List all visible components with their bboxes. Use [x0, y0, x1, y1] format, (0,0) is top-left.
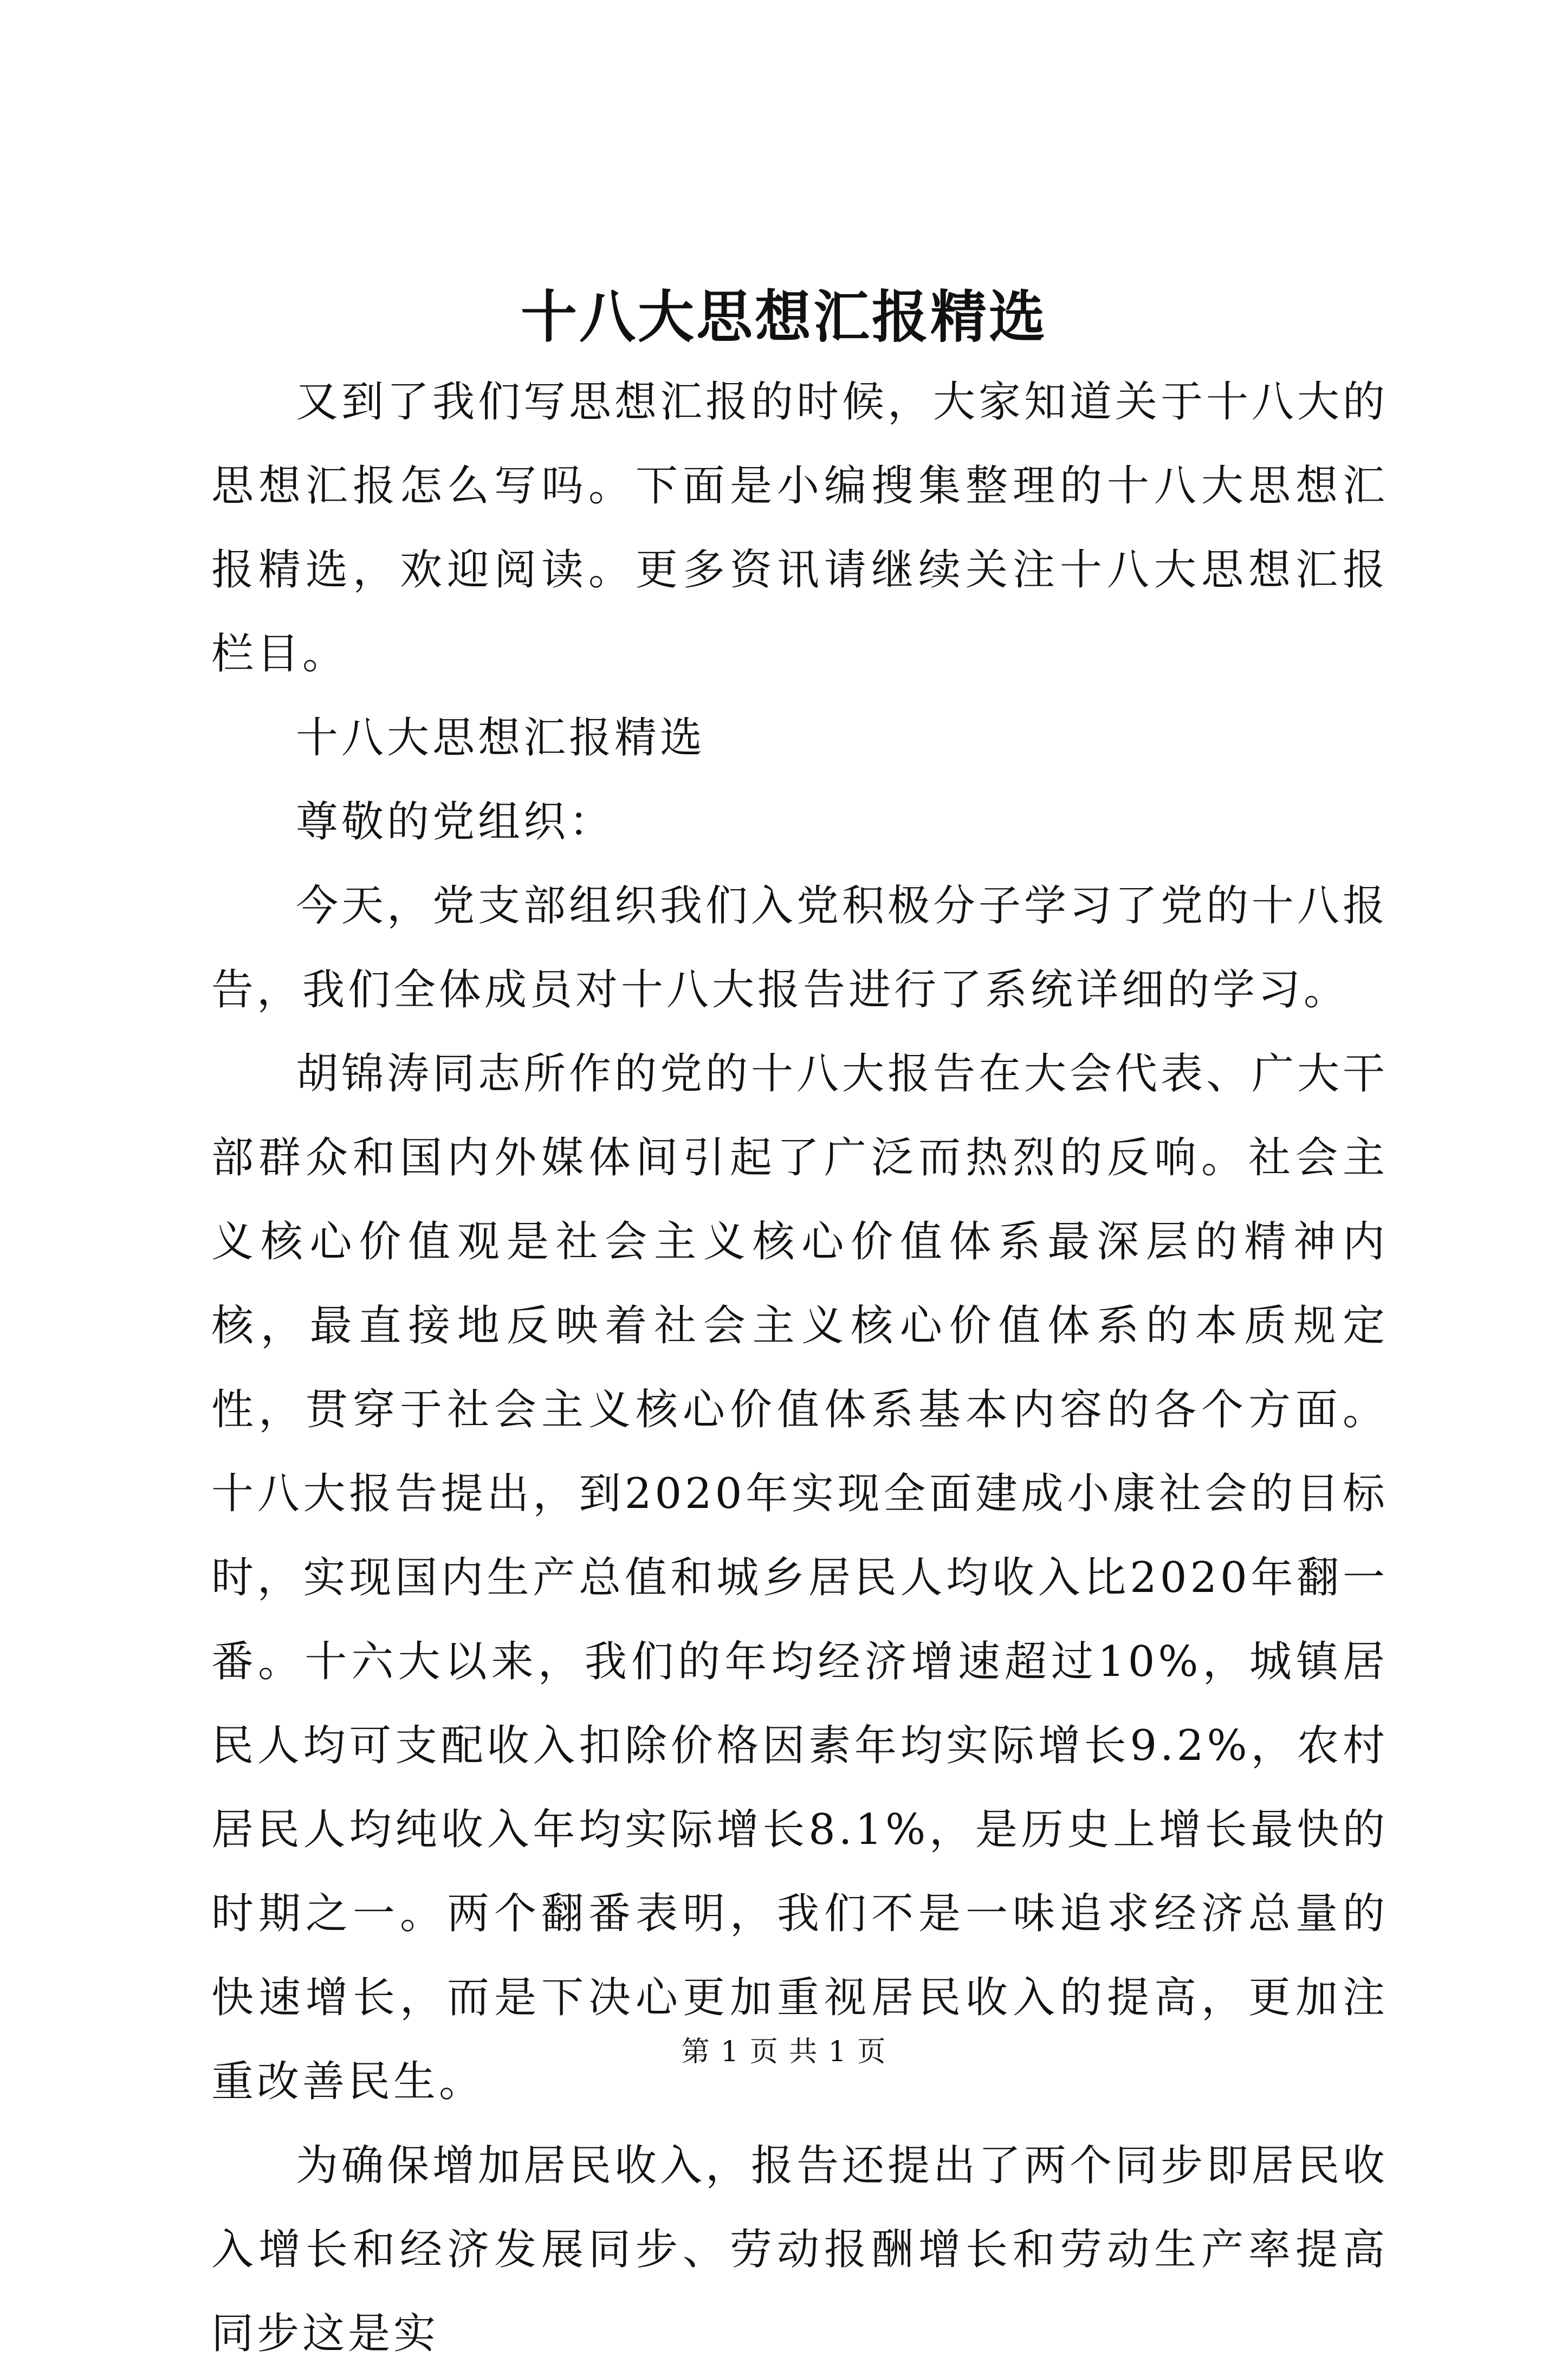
page-number-footer: 第 1 页 共 1 页: [681, 2036, 887, 2068]
document-body: [211, 360, 1388, 2376]
paragraph-subtitle: 十八大思想汇报精选: [296, 714, 706, 762]
paragraph-main: 胡锦涛同志所作的党的十八大报告在大会代表、广大干部群众和国内外媒体间引起了广泛而热烈的反响。社会主义核心价值观是社会主义核心价值体系最深层的精神内核，最直接地反映着社会主义核心价值体系的本质规定性，贯穿于社会主义核心价值体系基本内容的各个方面。十八大报告提出，到2020年实现全面建成小康社会的目标时，实现国内生产总值和城乡居民人均收入比2020年翻一番。十六大以来，我们的年均经济增速超过10%，城镇居民人均可支配收入扣除价格因素年均实际增长9.2%，农村居民人均纯收入年均实际增长8.1%，是历史上增长最快的时期之一。两个翻番表明，我们不是一味追求经济总量的快速增长，而是下决心更加重视居民收入的提高，更加注重改善民生。: [211, 1050, 1389, 2106]
document-title: 十八大思想汇报精选: [520, 283, 1047, 350]
paragraph-income: 为确保增加居民收入，报告还提出了两个同步即居民收入增长和经济发展同步、劳动报酬增长和劳动生产率提高同步这是实: [211, 2141, 1389, 2358]
paragraph-intro: 又到了我们写思想汇报的时候，大家知道关于十八大的思想汇报怎么写吗。下面是小编搜集整理的十八大思想汇报精选，欢迎阅读。更多资讯请继续关注十八大思想汇报栏目。: [211, 378, 1389, 678]
paragraph-today: 今天，党支部组织我们入党积极分子学习了党的十八报告，我们全体成员对十八大报告进行了系统详细的学习。: [211, 882, 1389, 1014]
paragraph-salutation: 尊敬的党组织：: [296, 798, 615, 846]
